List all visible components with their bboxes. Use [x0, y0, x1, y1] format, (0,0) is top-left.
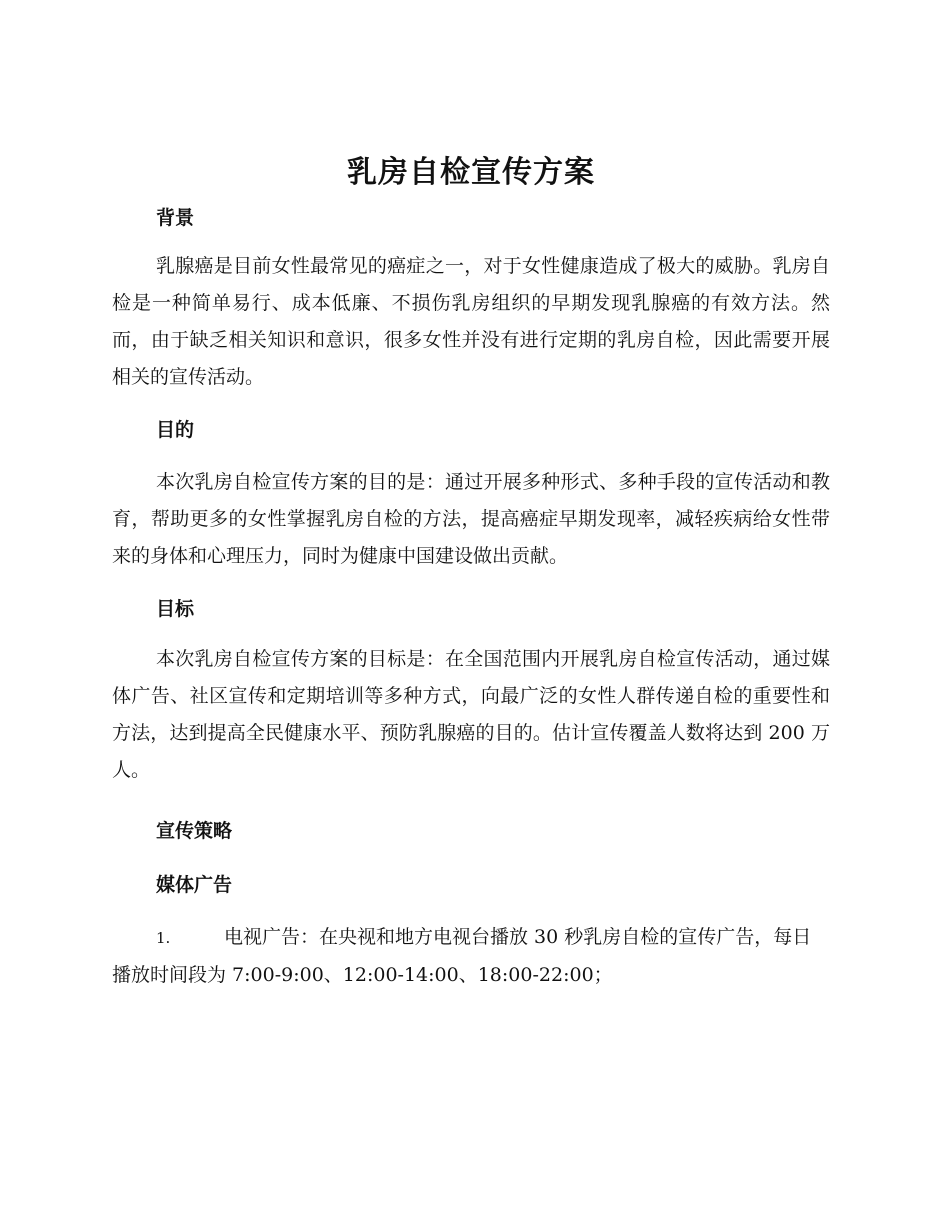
section-paragraph-background: 乳腺癌是目前女性最常见的癌症之一，对于女性健康造成了极大的威胁。乳房自检是一种简单易行、成本低廉、不损伤乳房组织的早期发现乳腺癌的有效方法。然而，由于缺乏相关知识和意识，很多女性并没有进行定期的乳房自检，因此需要开展相关的宣传活动。 — [112, 255, 830, 388]
section-heading-goal: 目标 — [156, 598, 195, 620]
list-item — [112, 919, 830, 994]
section-paragraph-purpose: 本次乳房自检宣传方案的目的是：通过开展多种形式、多种手段的宣传活动和教育，帮助更多的女性掌握乳房自检的方法，提高癌症早期发现率，减轻疾病给女性带来的身体和心理压力，同时为健康中国建设做出贡献。 — [112, 471, 830, 567]
section-paragraph-goal: 本次乳房自检宣传方案的目标是：在全国范围内开展乳房自检宣传活动，通过媒体广告、社区宣传和定期培训等多种方式，向最广泛的女性人群传递自检的重要性和方法，达到提高全民健康水平、预防乳腺癌的目的。估计宣传覆盖人数将达到 200 万人。 — [112, 648, 830, 781]
section-heading-background: 背景 — [156, 207, 195, 229]
document-title: 乳房自检宣传方案 — [347, 155, 595, 190]
section-heading-purpose: 目的 — [156, 419, 195, 441]
document-body — [112, 148, 830, 994]
section-heading-strategy: 宣传策略 — [156, 820, 233, 842]
section-heading-media-ads: 媒体广告 — [156, 874, 233, 896]
list-item-number: 1. — [156, 929, 171, 947]
list-item-text: 电视广告：在央视和地方电视台播放 30 秒乳房自检的宣传广告，每日播放时间段为 7:00-9:00、12:00-14:00、18:00-22:00； — [112, 926, 812, 986]
